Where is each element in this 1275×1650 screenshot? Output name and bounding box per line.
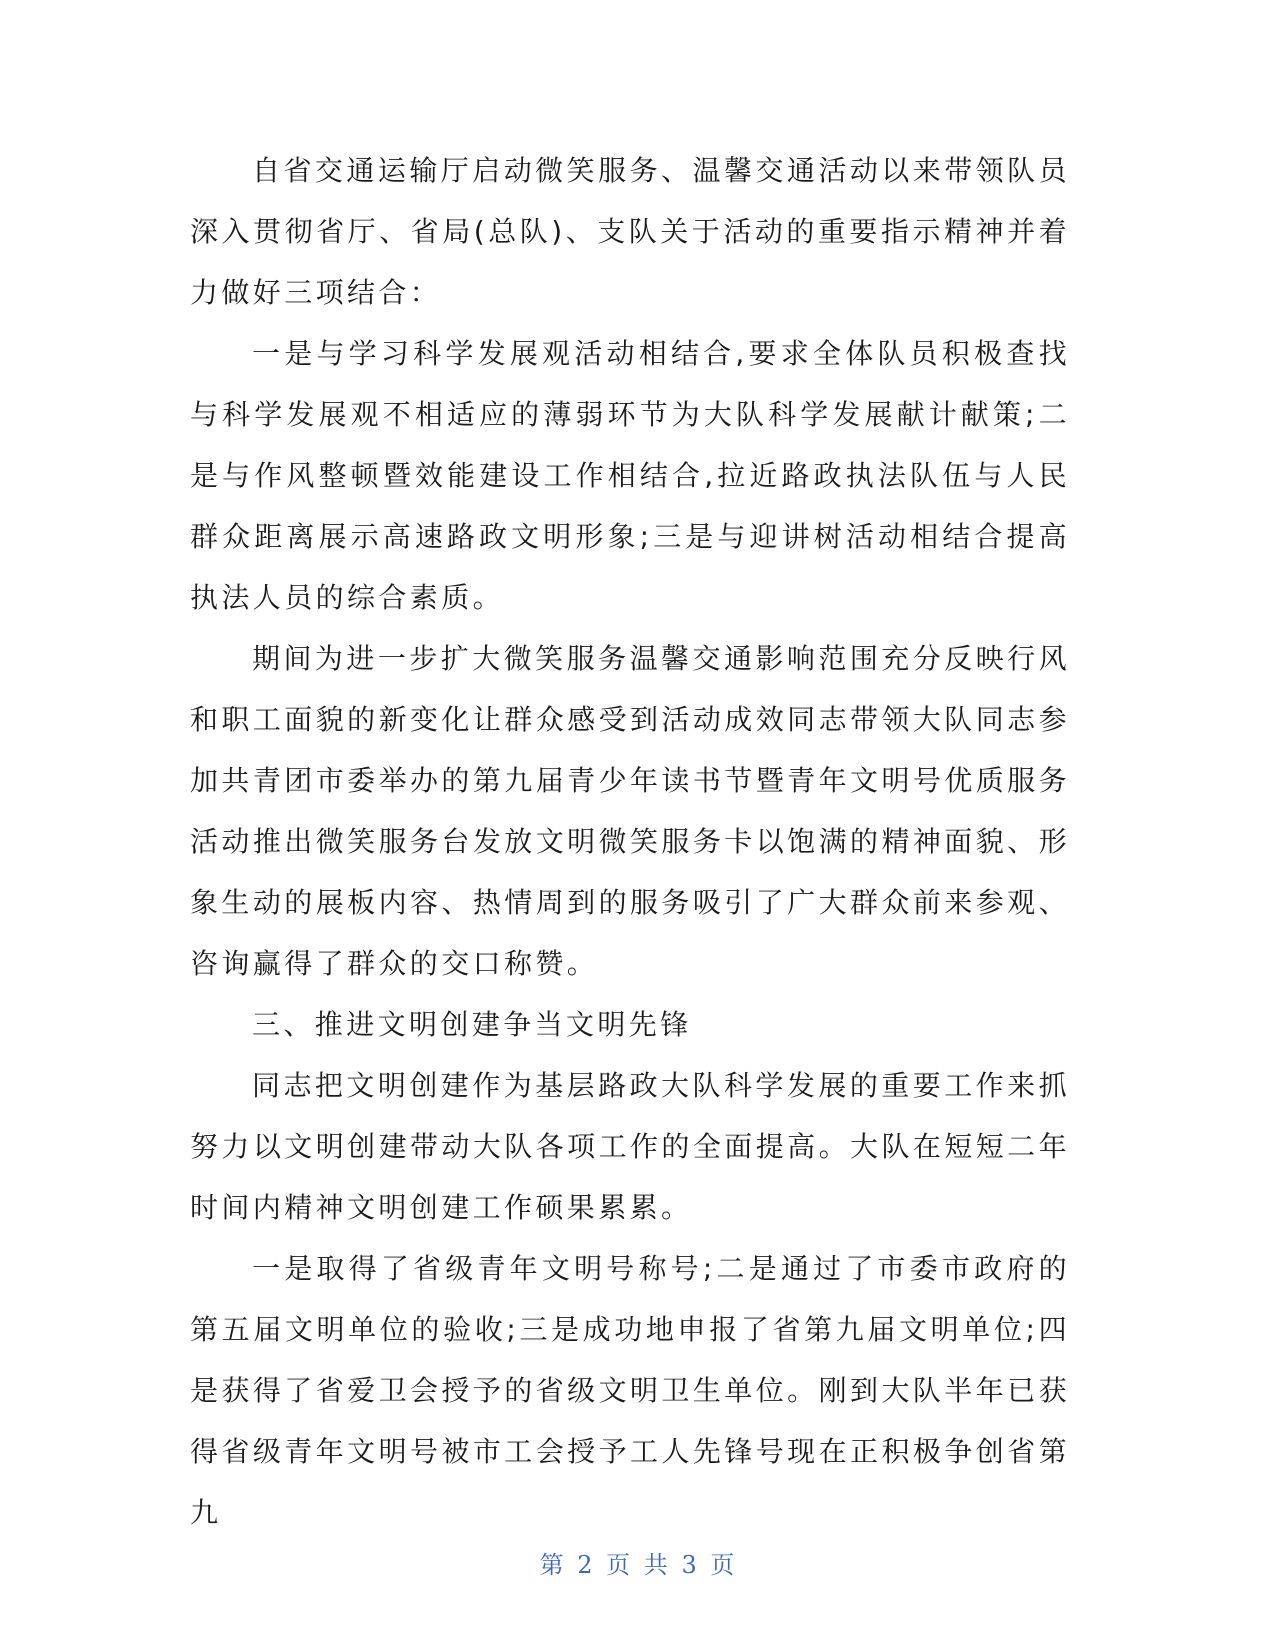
paragraph-honors: 一是取得了省级青年文明号称号;二是通过了市委市政府的第五届文明单位的验收;三是成功地申报了省第九届文明单位;四是获得了省爱卫会授予的省级文明卫生单位。刚到大队半年已获得省级青年文明号被市工会授予工人先锋号现在正积极争创省第九	[190, 1252, 1070, 1529]
paragraph-reading-festival: 期间为进一步扩大微笑服务温馨交通影响范围充分反映行风和职工面貌的新变化让群众感受到活动成效同志带领大队同志参加共青团市委举办的第九届青少年读书节暨青年文明号优质服务活动推出微笑服务台发放文明微笑服务卡以饱满的精神面貌、形象生动的展板内容、热情周到的服务吸引了广大群众前来参观、咨询赢得了群众的交口称赞。	[190, 642, 1070, 980]
section-heading-civilization: 三、推进文明创建争当文明先锋	[252, 1008, 692, 1041]
paragraph-activity-intro: 自省交通运输厅启动微笑服务、温馨交通活动以来带领队员深入贯彻省厅、省局(总队)、支队关于活动的重要指示精神并着力做好三项结合：	[190, 154, 1070, 309]
paragraph-three-combinations: 一是与学习科学发展观活动相结合,要求全体队员积极查找与科学发展观不相适应的薄弱环节为大队科学发展献计献策;二是与作风整顿暨效能建设工作相结合,拉近路政执法队伍与人民群众距离展示高速路政文明形象;三是与迎讲树活动相结合提高执法人员的综合素质。	[190, 337, 1070, 614]
page-footer	[0, 1545, 1275, 1580]
page-number-label: 第 2 页 共 3 页	[539, 1551, 736, 1579]
paragraph-civilization-building: 同志把文明创建作为基层路政大队科学发展的重要工作来抓努力以文明创建带动大队各项工作的全面提高。大队在短短二年时间内精神文明创建工作硕果累累。	[190, 1069, 1070, 1224]
document-body	[190, 140, 1070, 1543]
